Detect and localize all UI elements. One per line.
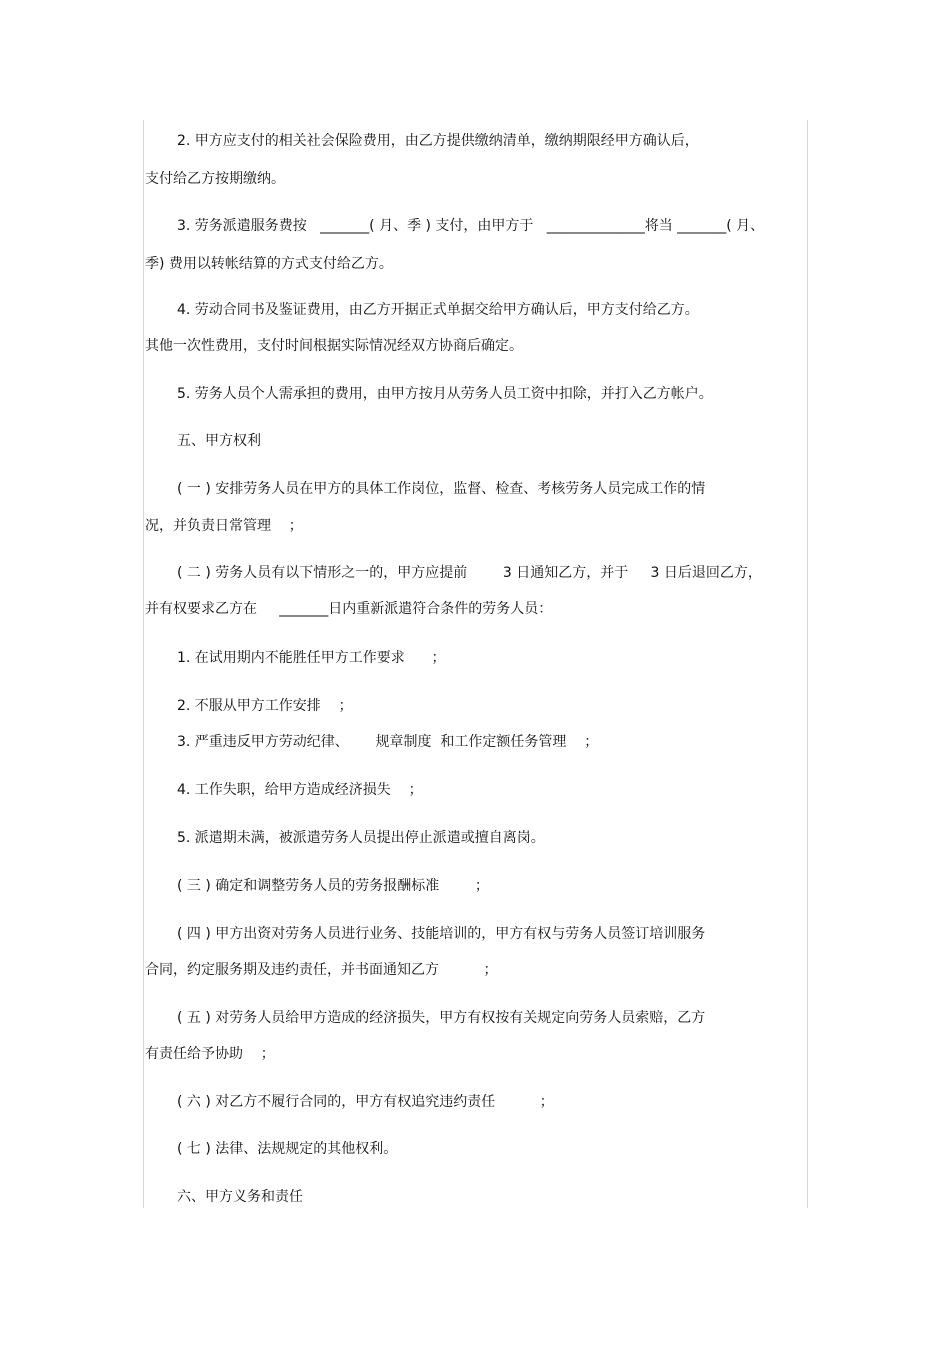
clause-3-line-2: 季) 费用以转帐结算的方式支付给乙方。 <box>145 256 393 272</box>
right-5-line-1: ( 五 ) 对劳务人员给甲方造成的经济损失，甲方有权按有关规定向劳务人员索赔，乙方 <box>177 1010 706 1026</box>
clause-4-line-1: 4. 劳动合同书及鉴证费用，由乙方开据正式单据交给甲方确认后，甲方支付给乙方。 <box>177 302 699 318</box>
clause-3-line-1: 3. 劳务派遣服务费按 _______( 月、季 ) 支付，由甲方于 ______________将当 _______( 月、 <box>177 218 765 234</box>
right-7: ( 七 ) 法律、法规规定的其他权利。 <box>177 1141 398 1157</box>
right-3: ( 三 ) 确定和调整劳务人员的劳务报酬标准 ； <box>177 878 489 894</box>
right-1-line-1: ( 一 ) 安排劳务人员在甲方的具体工作岗位，监督、检查、考核劳务人员完成工作的情 <box>177 481 706 497</box>
right-2-line-2: 并有权要求乙方在 _______日内重新派遣符合条件的劳务人员： <box>145 601 553 617</box>
condition-1: 1. 在试用期内不能胜任甲方工作要求 ； <box>177 650 446 666</box>
condition-4: 4. 工作失职，给甲方造成经济损失 ； <box>177 782 423 798</box>
condition-2: 2. 不服从甲方工作安排 ； <box>177 698 353 714</box>
clause-5: 5. 劳务人员个人需承担的费用，由甲方按月从劳务人员工资中扣除，并打入乙方帐户。 <box>177 386 713 402</box>
clause-2-line-2: 支付给乙方按期缴纳。 <box>145 171 285 187</box>
right-margin-rule <box>807 120 808 1208</box>
right-4-line-1: ( 四 ) 甲方出资对劳务人员进行业务、技能培训的，甲方有权与劳务人员签订培训服务 <box>177 926 706 942</box>
right-4-line-2: 合同，约定服务期及违约责任，并书面通知乙方 ； <box>145 962 498 978</box>
right-1-line-2: 况，并负责日常管理 ； <box>145 518 303 534</box>
clause-2-line-1: 2. 甲方应支付的相关社会保险费用，由乙方提供缴纳清单，缴纳期限经甲方确认后， <box>177 133 699 149</box>
right-5-line-2: 有责任给予协助 ； <box>145 1046 275 1062</box>
clause-4-line-2: 其他一次性费用，支付时间根据实际情况经双方协商后确定。 <box>145 338 523 354</box>
right-6: ( 六 ) 对乙方不履行合同的，甲方有权追究违约责任 ； <box>177 1094 554 1110</box>
left-margin-rule <box>143 120 144 1208</box>
section-6-heading: 六、甲方义务和责任 <box>177 1189 303 1205</box>
section-5-heading: 五、甲方权利 <box>177 433 261 449</box>
condition-3: 3. 严重违反甲方劳动纪律、 规章制度 和工作定额任务管理 ； <box>177 734 599 750</box>
right-2-line-1: ( 二 ) 劳务人员有以下情形之一的，甲方应提前 3 日通知乙方，并于 3 日后退回乙方， <box>177 565 762 581</box>
condition-5: 5. 派遣期未满，被派遣劳务人员提出停止派遣或擅自离岗。 <box>177 830 545 846</box>
